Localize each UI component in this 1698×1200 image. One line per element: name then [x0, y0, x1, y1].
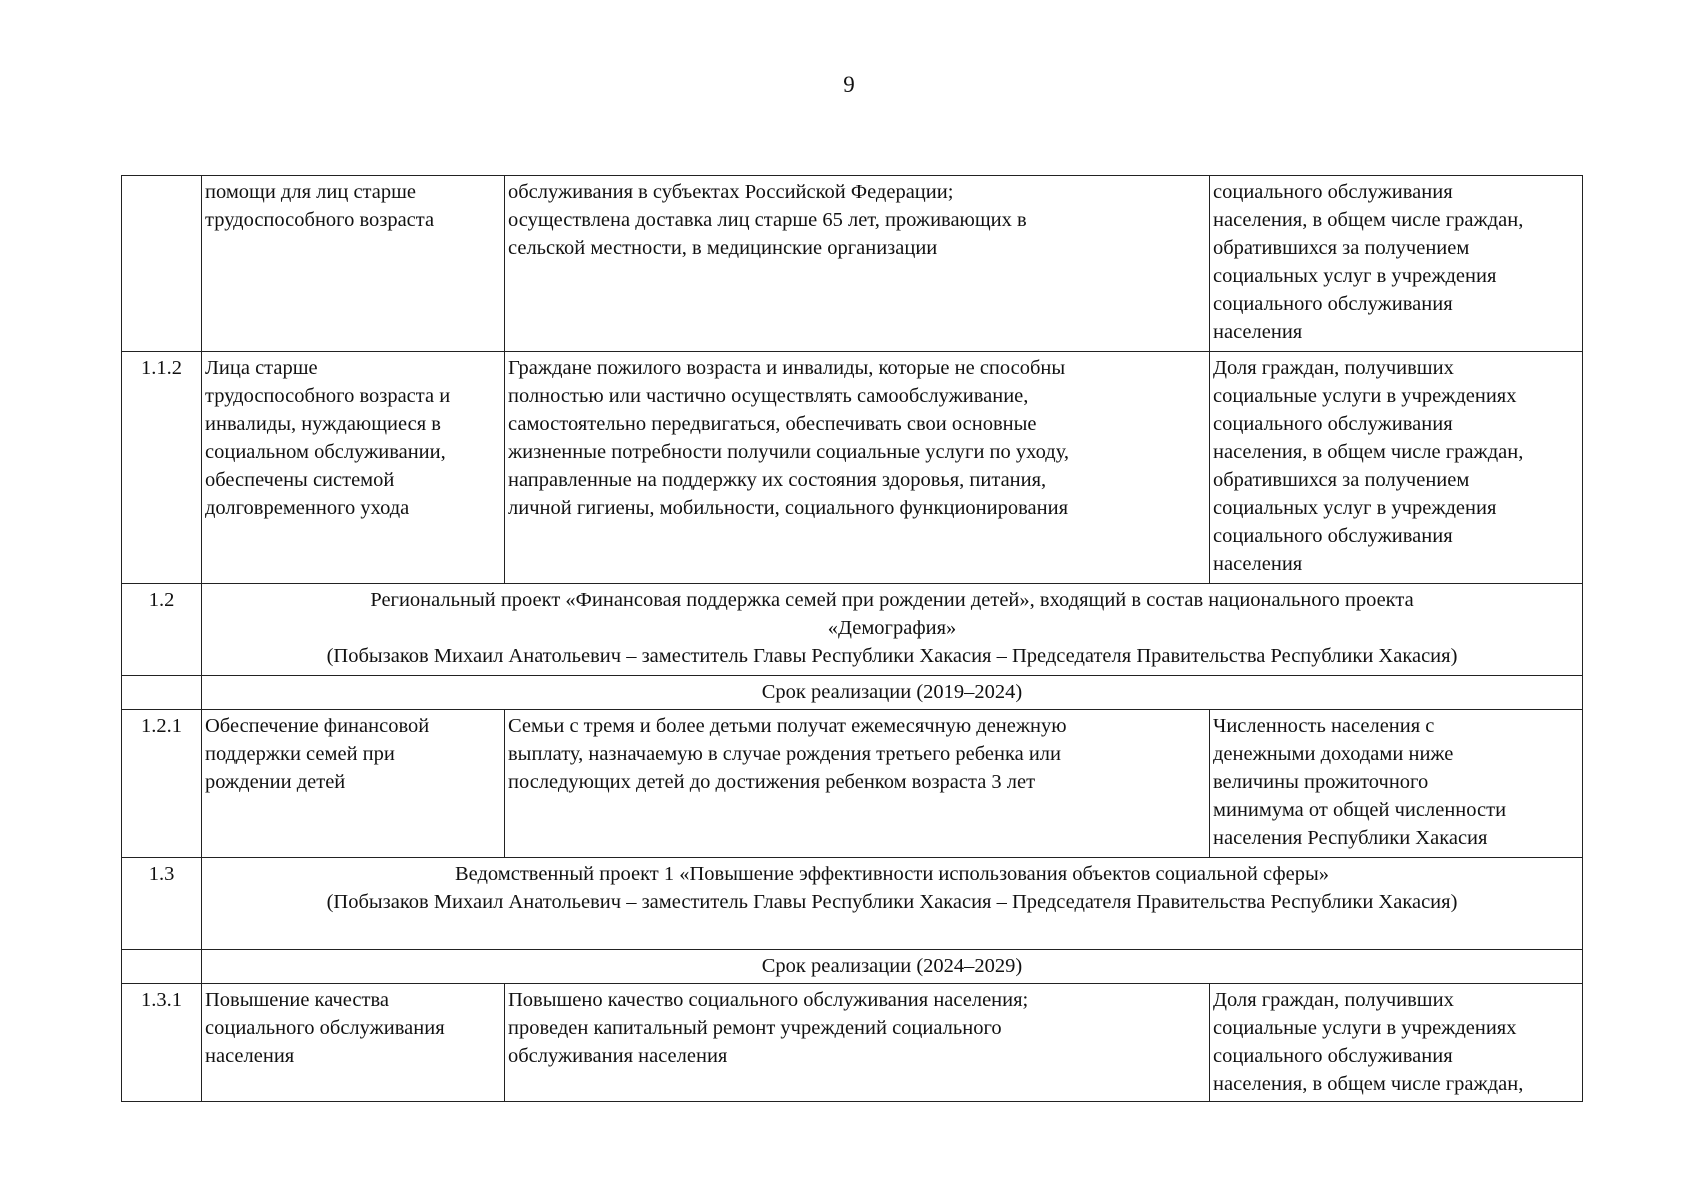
empty-cell [122, 676, 202, 710]
term-row [122, 676, 1583, 710]
result-cell: Повышено качество социального обслуживания населения; проведен капитальный ремонт учреждений социального обслуживания населения [505, 984, 1210, 1102]
term-cell: Срок реализации (2019–2024) [202, 676, 1583, 710]
result-cell: Граждане пожилого возраста и инвалиды, которые не способны полностью или частично осуществлять самообслуживание, самостоятельно передвигаться, обеспечивать свои основные жизненные потребности получили социальные услуги по уходу, направленные на поддержку их состояния здоровья, питания, личной гигиены, мобильности, социального функционирования [505, 352, 1210, 584]
table-row [122, 176, 1583, 352]
term-cell: Срок реализации (2024–2029) [202, 950, 1583, 984]
project-title-cell: Ведомственный проект 1 «Повышение эффективности использования объектов социальной сферы» (Побызаков Михаил Анатольевич – заместитель Главы Республики Хакасия – Председателя Правительства Республики Хакасия) [202, 858, 1583, 950]
indicator-cell: Доля граждан, получивших социальные услуги в учреждениях социального обслуживания населения, в общем числе граждан, [1210, 984, 1583, 1102]
term-row [122, 950, 1583, 984]
result-cell: обслуживания в субъектах Российской Федерации; осуществлена доставка лиц старше 65 лет, проживающих в сельской местности, в медицинские организации [505, 176, 1210, 352]
row-number: 1.3.1 [122, 984, 202, 1102]
measures-table [121, 175, 1583, 1102]
row-number: 1.3 [122, 858, 202, 950]
task-cell: помощи для лиц старше трудоспособного возраста [202, 176, 505, 352]
task-cell: Лица старше трудоспособного возраста и инвалиды, нуждающиеся в социальном обслуживании, обеспечены системой долговременного ухода [202, 352, 505, 584]
table-row [122, 984, 1583, 1102]
result-cell: Семьи с тремя и более детьми получат ежемесячную денежную выплату, назначаемую в случае рождения третьего ребенка или последующих детей до достижения ребенком возраста 3 лет [505, 710, 1210, 858]
row-number [122, 176, 202, 352]
empty-cell [122, 950, 202, 984]
project-header-row [122, 858, 1583, 950]
page-number: 9 [843, 72, 855, 97]
row-number: 1.1.2 [122, 352, 202, 584]
table-row [122, 710, 1583, 858]
indicator-cell: социального обслуживания населения, в общем числе граждан, обратившихся за получением социальных услуг в учреждения социального обслуживания населения [1210, 176, 1583, 352]
table-row [122, 352, 1583, 584]
row-number: 1.2 [122, 584, 202, 676]
task-cell: Обеспечение финансовой поддержки семей при рождении детей [202, 710, 505, 858]
task-cell: Повышение качества социального обслуживания населения [202, 984, 505, 1102]
indicator-cell: Численность населения с денежными доходами ниже величины прожиточного минимума от общей численности населения Республики Хакасия [1210, 710, 1583, 858]
project-title-cell: Региональный проект «Финансовая поддержка семей при рождении детей», входящий в состав национального проекта «Демография» (Побызаков Михаил Анатольевич – заместитель Главы Республики Хакасия – Председателя Правительства Республики Хакасия) [202, 584, 1583, 676]
indicator-cell: Доля граждан, получивших социальные услуги в учреждениях социального обслуживания населения, в общем числе граждан, обратившихся за получением социальных услуг в учреждения социального обслуживания населения [1210, 352, 1583, 584]
project-header-row [122, 584, 1583, 676]
row-number: 1.2.1 [122, 710, 202, 858]
